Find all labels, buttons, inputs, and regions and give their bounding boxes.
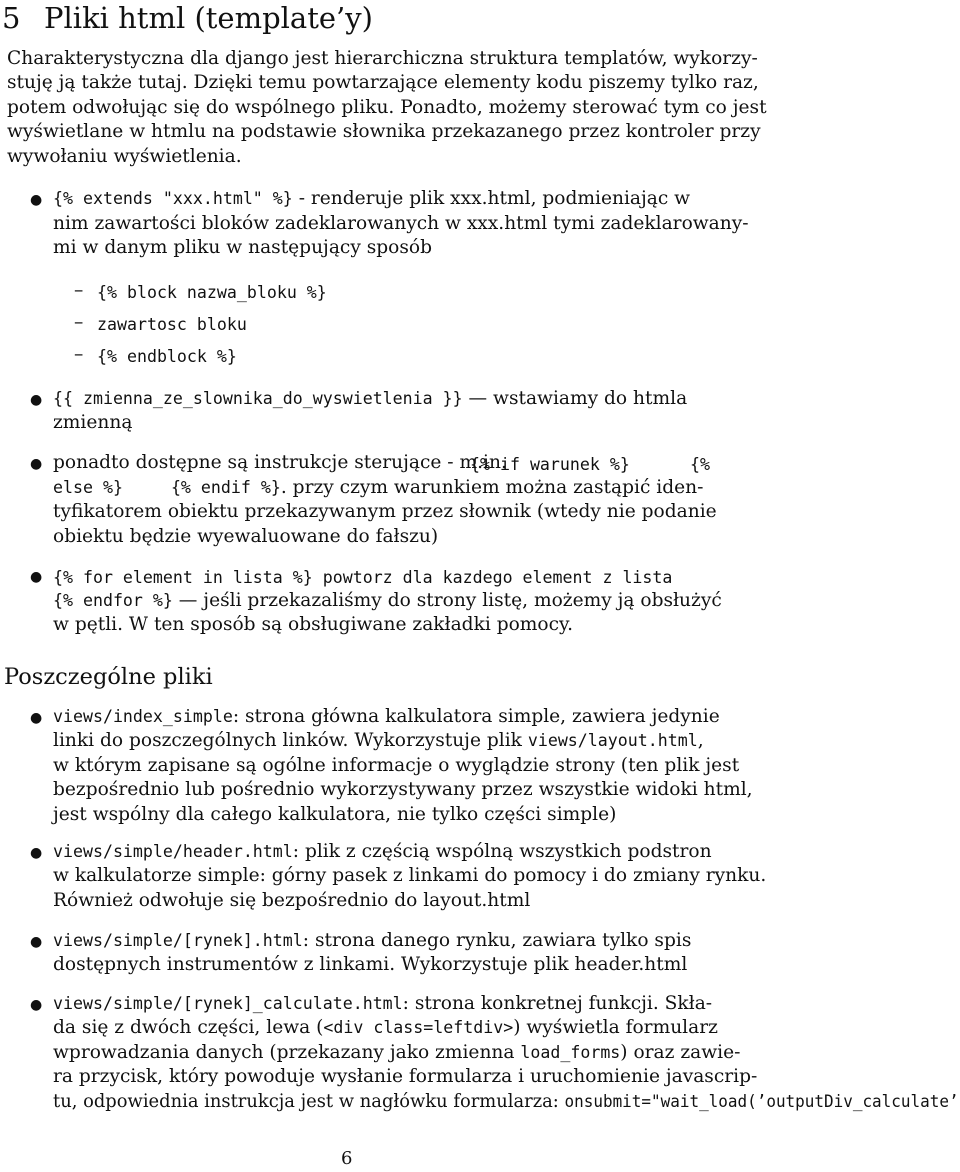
section-heading bbox=[2, 0, 373, 36]
onsubmit-code: onsubmit="wait_load(’outputDiv_calculate’ bbox=[564, 1092, 959, 1111]
calculate-text: : strona konkretnej funkcji. Skła- bbox=[402, 993, 713, 1014]
extends-line: mi w danym pliku w następujący sposób bbox=[53, 237, 433, 258]
bullet-icon: ● bbox=[30, 569, 43, 585]
variable-item bbox=[53, 387, 687, 412]
extends-code: {% extends "xxx.html" %} bbox=[53, 189, 293, 208]
header-item bbox=[53, 840, 712, 865]
index-line bbox=[53, 729, 704, 754]
endif-code: {% endif %} bbox=[170, 478, 281, 497]
loop-line: w pętli. W ten sposób są obsługiwane zakładki pomocy. bbox=[53, 614, 573, 635]
calculate-text-2a: da się z dwóch części, lewa ( bbox=[53, 1017, 324, 1038]
index-line: bezpośrednio lub pośrednio wykorzystywany przez wszystkie widoki html, bbox=[53, 779, 753, 800]
control-text: ponadto dostępne są instrukcje sterujące - m.in. bbox=[53, 452, 507, 473]
block-content-code: zawartosc bloku bbox=[97, 315, 247, 334]
calculate-line bbox=[53, 1090, 959, 1115]
else-code-start: {% bbox=[690, 455, 710, 474]
calculate-line bbox=[53, 1041, 740, 1066]
section-number: 5 bbox=[2, 1, 21, 35]
control-line: obiektu będzie wyewaluowane do fałszu) bbox=[53, 526, 439, 547]
bullet-icon: ● bbox=[30, 934, 43, 950]
calculate-item bbox=[53, 992, 712, 1017]
leftdiv-code: <div class=leftdiv> bbox=[323, 1018, 514, 1037]
variable-text: — wstawiamy do htmla bbox=[462, 388, 688, 409]
calculate-text-5a: tu, odpowiednia instrukcja jest w nagłówku formularza: bbox=[53, 1091, 565, 1112]
page-number: 6 bbox=[341, 1148, 353, 1169]
variable-code: {{ zmienna_ze_slownika_do_wyswietlenia }} bbox=[53, 389, 463, 408]
variable-line: zmienną bbox=[53, 412, 133, 433]
intro-line: Charakterystyczna dla django jest hierarchiczna struktura templatów, wykorzy- bbox=[7, 48, 758, 69]
bullet-icon: ● bbox=[30, 710, 43, 726]
header-line: Również odwołuje się bezpośrednio do layout.html bbox=[53, 890, 531, 911]
calculate-text-2b: ) wyświetla formularz bbox=[513, 1017, 718, 1038]
calculate-line bbox=[53, 1016, 718, 1041]
subsection-title: Poszczególne pliki bbox=[4, 664, 213, 690]
rynek-item bbox=[53, 929, 691, 954]
header-text: : plik z częścią wspólną wszystkich podstron bbox=[292, 841, 712, 862]
extends-line: nim zawartości bloków zadeklarowanych w xxx.html tymi zadeklarowany- bbox=[53, 213, 749, 234]
dash-icon: – bbox=[74, 312, 84, 333]
if-code: {% if warunek %} bbox=[470, 455, 630, 474]
block-open-code: {% block nazwa_bloku %} bbox=[97, 283, 327, 302]
rynek-line: dostępnych instrumentów z linkami. Wykorzystuje plik header.html bbox=[53, 954, 688, 975]
control-line: tyfikatorem obiektu przekazywanym przez słownik (wtedy nie podanie bbox=[53, 501, 717, 522]
section-title: Pliki html (template’y) bbox=[44, 1, 373, 35]
index-comma: , bbox=[697, 730, 704, 751]
intro-line: potem odwołując się do wspólnego pliku. Ponadto, możemy sterować tym co jest bbox=[7, 97, 767, 118]
rynek-code: views/simple/[rynek].html bbox=[53, 931, 303, 950]
index-item bbox=[53, 705, 720, 730]
intro-line: wyświetlane w htmlu na podstawie słownika przekazanego przez kontroler przy bbox=[7, 121, 761, 142]
bullet-icon: ● bbox=[30, 392, 43, 408]
index-text-2: linki do poszczególnych linków. Wykorzystuje plik bbox=[53, 730, 528, 751]
header-line: w kalkulatorze simple: górny pasek z linkami do pomocy i do zmiany rynku. bbox=[53, 865, 767, 886]
rynek-text: : strona danego rynku, zawiara tylko spis bbox=[302, 930, 692, 951]
load-forms-code: load_forms bbox=[520, 1043, 621, 1062]
layout-code: views/layout.html bbox=[527, 731, 698, 750]
extends-item bbox=[53, 187, 690, 212]
bullet-icon: ● bbox=[30, 192, 43, 208]
for-code: {% for element in lista %} powtorz dla kazdego element z lista bbox=[53, 568, 673, 587]
dash-icon: – bbox=[74, 344, 84, 365]
bullet-icon: ● bbox=[30, 997, 43, 1013]
calculate-text-3a: wprowadzania danych (przekazany jako zmienna bbox=[53, 1042, 521, 1063]
index-line: w którym zapisane są ogólne informacje o wyglądzie strony (ten plik jest bbox=[53, 755, 740, 776]
intro-line: wywołaniu wyświetlenia. bbox=[7, 146, 242, 167]
extends-text: - renderuje plik xxx.html, podmieniając w bbox=[292, 188, 691, 209]
loop-line bbox=[53, 589, 722, 614]
index-line: jest wspólny dla całego kalkulatora, nie tylko części simple) bbox=[53, 804, 617, 825]
dash-icon: – bbox=[74, 280, 84, 301]
calculate-text-3b: ) oraz zawie- bbox=[620, 1042, 741, 1063]
index-text: : strona główna kalkulatora simple, zawiera jedynie bbox=[232, 706, 720, 727]
endfor-code: {% endfor %} bbox=[53, 591, 173, 610]
else-code-end: else %} bbox=[53, 478, 123, 497]
index-code: views/index_simple bbox=[53, 707, 233, 726]
control-text-2: . przy czym warunkiem można zastąpić iden- bbox=[280, 477, 704, 498]
bullet-icon: ● bbox=[30, 456, 43, 472]
calculate-code: views/simple/[rynek]_calculate.html bbox=[53, 994, 403, 1013]
bullet-icon: ● bbox=[30, 845, 43, 861]
block-close-code: {% endblock %} bbox=[97, 347, 237, 366]
control-line bbox=[53, 476, 703, 501]
loop-text: — jeśli przekazaliśmy do strony listę, możemy ją obsłużyć bbox=[172, 590, 722, 611]
header-code: views/simple/header.html bbox=[53, 842, 293, 861]
calculate-line: ra przycisk, który powoduje wysłanie formularza i uruchomienie javascrip- bbox=[53, 1066, 758, 1087]
intro-line: stuję ją także tutaj. Dzięki temu powtarzające elementy kodu piszemy tylko raz, bbox=[7, 72, 759, 93]
